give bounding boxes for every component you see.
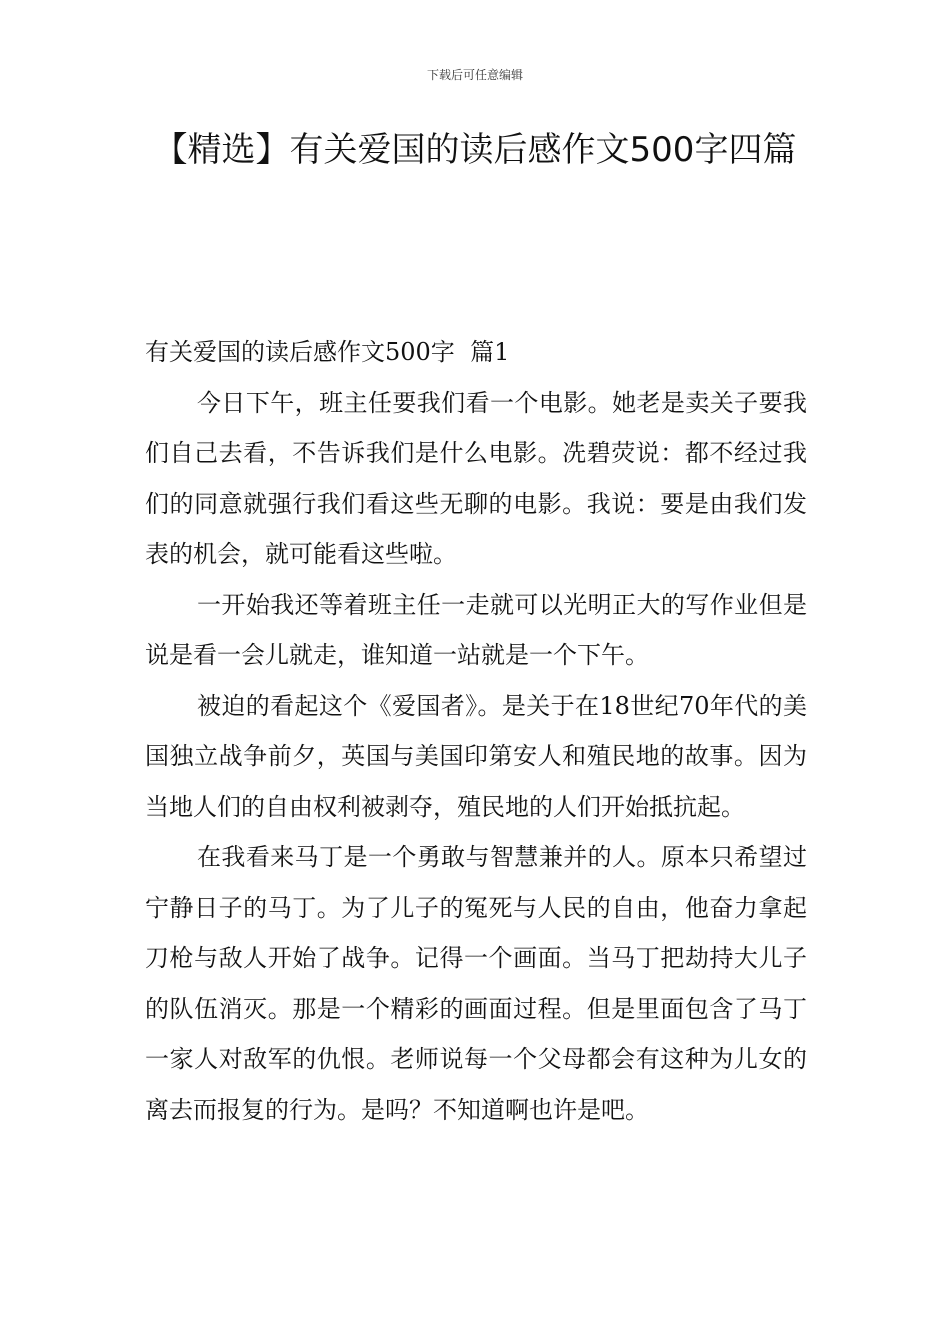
paragraph-4: 在我看来马丁是一个勇敢与智慧兼并的人。原本只希望过宁静日子的马丁。为了儿子的冤死与人民的自由，他奋力拿起刀枪与敌人开始了战争。记得一个画面。当马丁把劫持大儿子的队伍消灭。那是一个精彩的画面过程。但是里面包含了马丁一家人对敌军的仇恨。老师说每一个父母都会有这种为儿女的离去而报复的行为。是吗？不知道啊也许是吧。 [145,843,807,1124]
document-title: 【精选】有关爱国的读后感作文500字四篇 [153,130,797,170]
document-body [145,327,807,1135]
paragraph-1: 今日下午，班主任要我们看一个电影。她老是卖关子要我们自己去看，不告诉我们是什么电影。冼碧荧说：都不经过我们的同意就强行我们看这些无聊的电影。我说：要是由我们发表的机会，就可能看这些啦。 [145,388,807,568]
section-heading: 有关爱国的读后感作文500字 篇1 [145,338,510,366]
paragraph-2: 一开始我还等着班主任一走就可以光明正大的写作业但是说是看一会儿就走，谁知道一站就是一个下午。 [145,590,807,669]
header-note: 下载后可任意编辑 [426,68,523,82]
paragraph-3: 被迫的看起这个《爱国者》。是关于在18世纪70年代的美国独立战争前夕，英国与美国印第安人和殖民地的故事。因为当地人们的自由权利被剥夺，殖民地的人们开始抵抗起。 [145,691,807,821]
